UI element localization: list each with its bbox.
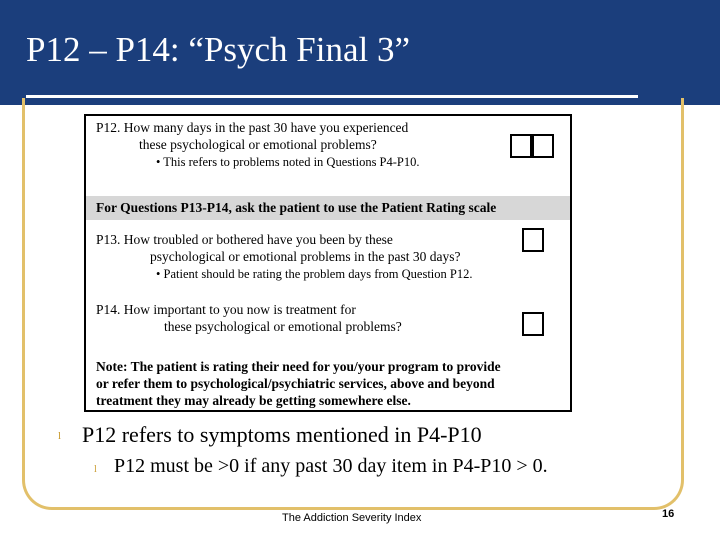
p14-question-cont: these psychological or emotional problems? xyxy=(164,319,402,334)
p13-question-cont: psychological or emotional problems in the past 30 days? xyxy=(150,249,461,264)
p13-question: P13. How troubled or bothered have you been by these xyxy=(96,232,393,247)
bullet-marker-2: l xyxy=(94,464,97,475)
note-line-2: or refer them to psychological/psychiatric services, above and beyond xyxy=(96,376,495,391)
p13-note: • Patient should be rating the problem days from Question P12. xyxy=(156,267,473,281)
p12-answer-box-2[interactable] xyxy=(532,134,554,158)
p14-answer-box[interactable] xyxy=(522,312,544,336)
asi-form-excerpt xyxy=(84,114,572,412)
p13-answer-box[interactable] xyxy=(522,228,544,252)
bullet-marker-1: l xyxy=(58,430,62,442)
p14-question: P14. How important to you now is treatment for xyxy=(96,302,356,317)
p12-answer-box-1[interactable] xyxy=(510,134,532,158)
bullet-text-2: P12 must be >0 if any past 30 day item in P4-P10 > 0. xyxy=(114,455,548,477)
note-line-1: Note: The patient is rating their need for you/your program to provide xyxy=(96,359,501,374)
bullet-text-1: P12 refers to symptoms mentioned in P4-P10 xyxy=(82,422,482,447)
slide-footer: The Addiction Severity Index xyxy=(282,512,422,524)
p12-question-cont: these psychological or emotional problems? xyxy=(139,137,377,152)
p12-note: • This refers to problems noted in Questions P4-P10. xyxy=(156,155,420,169)
section-header: For Questions P13-P14, ask the patient to use the Patient Rating scale xyxy=(96,200,497,215)
page-number: 16 xyxy=(662,508,675,520)
slide-title: P12 – P14: “Psych Final 3” xyxy=(26,30,411,69)
note-line-3: treatment they may already be getting somewhere else. xyxy=(96,393,411,408)
p12-question: P12. How many days in the past 30 have you experienced xyxy=(96,120,409,135)
